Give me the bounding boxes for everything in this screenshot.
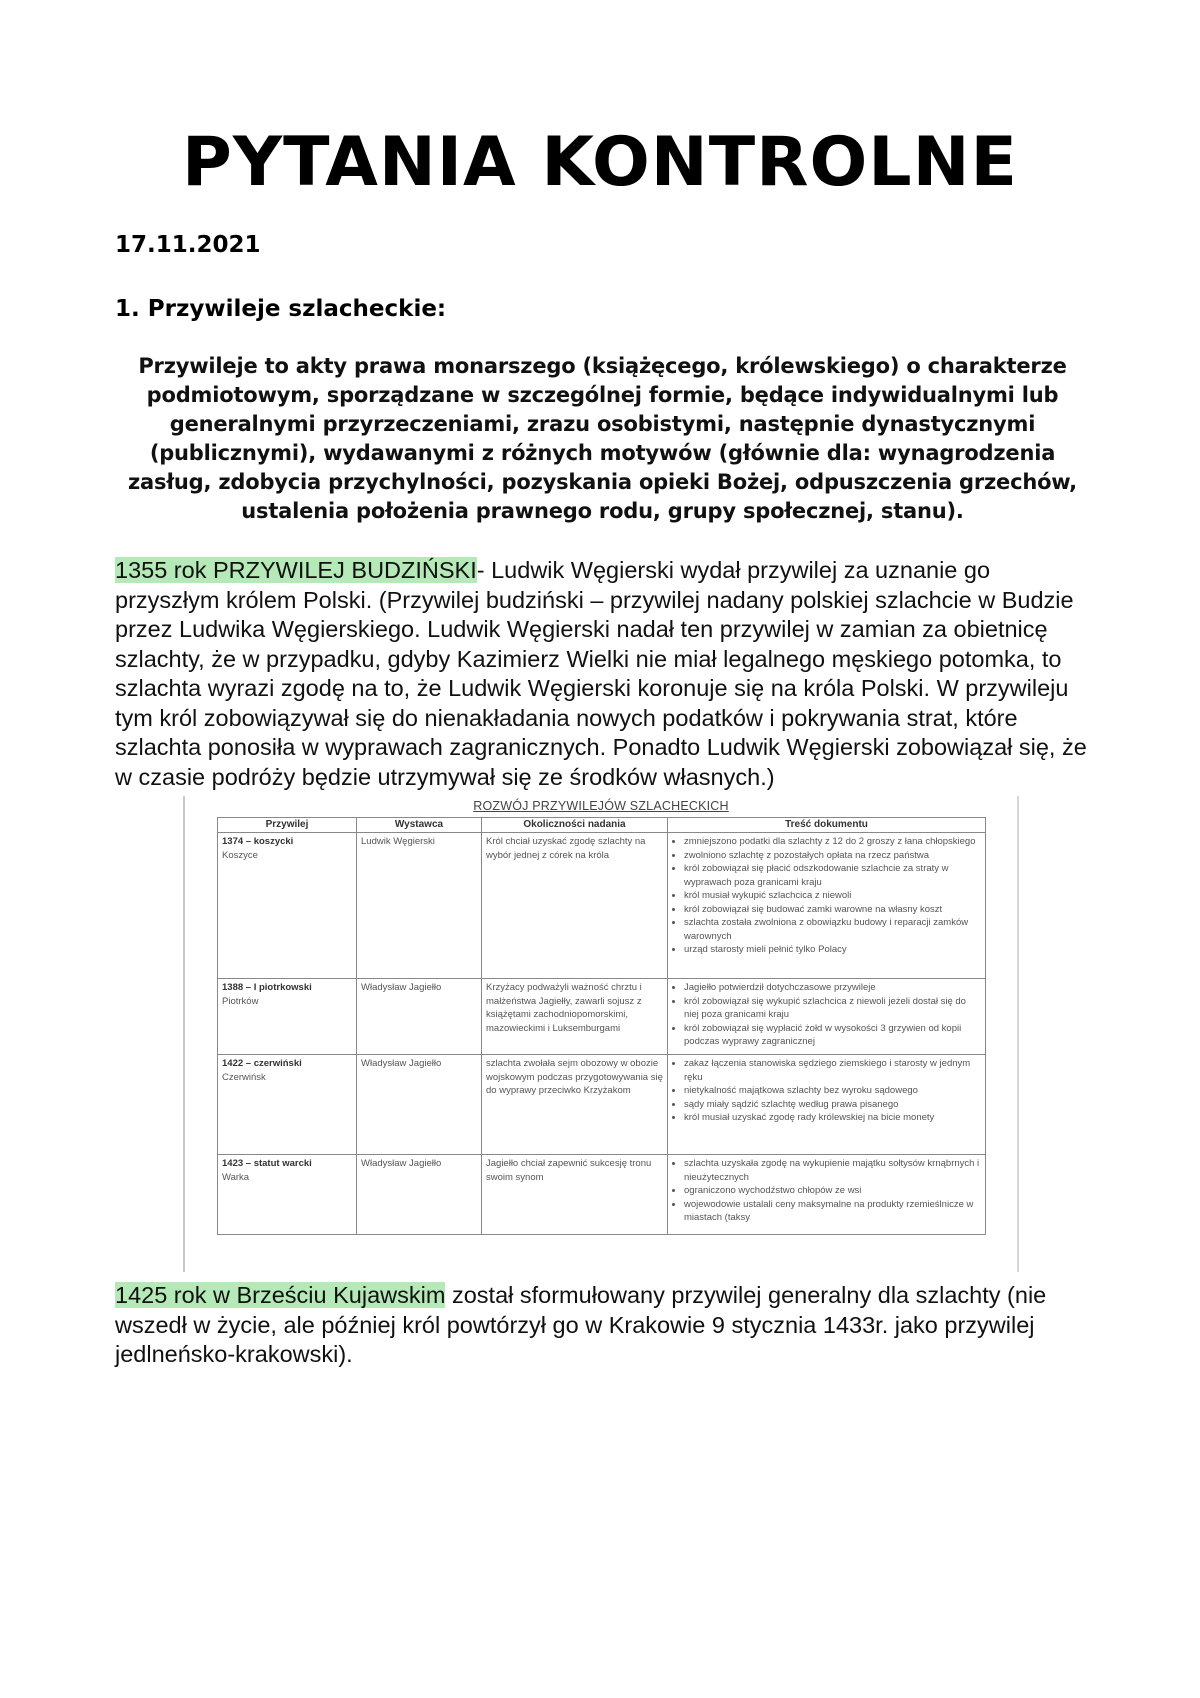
content-item: • ograniczono wychodźstwo chłopów ze wsi: [684, 1184, 981, 1198]
content-item: • król zobowiązał się płacić odszkodowanie szlachcie za straty w wyprawach poza granicami kraju: [684, 862, 981, 889]
privilege-place: Koszyce: [222, 849, 258, 861]
content-item: • król musiał wykupić szlachcica z niewoli: [684, 889, 981, 903]
content-item: • król zobowiązał się budować zamki warowne na własny koszt: [684, 903, 981, 917]
content-item: • sądy miały sądzić szlachtę według prawa pisanego: [684, 1098, 981, 1112]
paragraph-brzesc-text: został sformułowany przywilej generalny dla szlachty (nie wszedł w życie, ale później król powtórzył go w Krakowie 9 stycznia 1433r. jako przywilej jedlneńsko-krakowski).: [115, 1282, 1047, 1367]
table-header-row: [218, 818, 986, 833]
definition-paragraph: Przywileje to akty prawa monarszego (książęcego, królewskiego) o charakterze podmiotowym, sporządzane w szczególnej formie, będące indywidualnymi lub generalnymi przyrzeczeniami, zrazu osobistymi, następnie dynastycznymi (publicznymi), wydawanymi z różnych motywów (głównie dla: wynagrodzenia zasług, zdobycia przychylności, pozyskania opieki Bożej, odpuszczenia grzechów, ustalenia położenia prawnego rodu, grupy społecznej, stanu).: [128, 354, 1077, 523]
section-heading: 1. Przywileje szlacheckie:: [115, 296, 447, 322]
content-list: [672, 1057, 981, 1125]
circumstances-cell: Król chciał uzyskać zgodę szlachty na wybór jednej z córek na króla: [482, 833, 668, 979]
document-date: 17.11.2021: [115, 232, 261, 258]
table-header-cell: Okoliczności nadania: [482, 818, 668, 833]
content-item: • Jagiełło potwierdził dotychczasowe przywileje: [684, 981, 981, 995]
content-item: • zmniejszono podatki dla szlachty z 12 do 2 groszy z łana chłopskiego: [684, 835, 981, 849]
table-row: [218, 979, 986, 1055]
content-item: • wojewodowie ustalali ceny maksymalne na produkty rzemieślnicze w miastach (taksy: [684, 1198, 981, 1225]
privilege-name: 1423 – statut warcki: [222, 1158, 312, 1169]
table-header-cell: Wystawca: [357, 818, 482, 833]
privilege-name: 1374 – koszycki: [222, 836, 294, 847]
content-cell: [668, 979, 986, 1055]
privilege-cell: [218, 1155, 357, 1235]
issuer-cell: Władysław Jagiełło: [357, 1055, 482, 1155]
content-item: • zakaz łączenia stanowiska sędziego ziemskiego i starosty w jednym ręku: [684, 1057, 981, 1084]
privilege-place: Piotrków: [222, 995, 259, 1007]
issuer-cell: Ludwik Węgierski: [357, 833, 482, 979]
paragraph-brzesc: [115, 1281, 1100, 1370]
content-item: • szlachta uzyskała zgodę na wykupienie majątku sołtysów krnąbrnych i nieużytecznych: [684, 1157, 981, 1184]
content-item: • zwolniono szlachtę z pozostałych opłata na rzecz państwa: [684, 849, 981, 863]
content-cell: [668, 1055, 986, 1155]
content-item: • nietykalność majątkowa szlachty bez wyroku sądowego: [684, 1084, 981, 1098]
paragraph-budzinski-text: - Ludwik Węgierski wydał przywilej za uznanie go przyszłym królem Polski. (Przywilej budziński – przywilej nadany polskiej szlachcie w Budzie przez Ludwika Węgierskiego. Ludwik Węgierski nadał ten przywilej w zamian za obietnicę szlachty, że w przypadku, gdyby Kazimierz Wielki nie miał legalnego męskiego potomka, to szlachta wyrazi zgodę na to, że Ludwik Węgierski koronuje się na króla Polski. W przywileju tym król zobowiązywał się do nienakładania nowych podatków i pokrywania strat, które szlachta ponosiła w wyprawach zagranicznych. Ponadto Ludwik Węgierski zobowiązał się, że w czasie podróży będzie utrzymywał się ze środków własnych.): [115, 557, 1087, 790]
highlight-budzinski: 1355 rok PRZYWILEJ BUDZIŃSKI: [115, 557, 477, 583]
issuer-cell: Władysław Jagiełło: [357, 1155, 482, 1235]
content-list: [672, 1157, 981, 1225]
table-row: [218, 1055, 986, 1155]
privilege-cell: [218, 979, 357, 1055]
content-cell: [668, 1155, 986, 1235]
table-body: [218, 833, 986, 1235]
content-item: • król musiał uzyskać zgodę rady królewskiej na bicie monety: [684, 1111, 981, 1125]
content-item: • król zobowiązał się wypłacić żołd w wysokości 3 grzywien od kopii podczas wyprawy zagranicznej: [684, 1022, 981, 1049]
privilege-place: Warka: [222, 1171, 250, 1183]
circumstances-cell: szlachta zwołała sejm obozowy w obozie wojskowym podczas przygotowywania się do wyprawy przeciwko Krzyżakom: [482, 1055, 668, 1155]
table-row: [218, 1155, 986, 1235]
paragraph-budzinski: [115, 556, 1100, 792]
table-caption: ROZWÓJ PRZYWILEJÓW SZLACHECKICH: [473, 799, 729, 813]
privilege-place: Czerwińsk: [222, 1071, 266, 1083]
privilege-cell: [218, 833, 357, 979]
content-item: • król zobowiązał się wykupić szlachcica z niewoli jeżeli dostał się do niej poza granicami kraju: [684, 995, 981, 1022]
circumstances-cell: Jagiełło chciał zapewnić sukcesję tronu swoim synom: [482, 1155, 668, 1235]
table-header-cell: Przywilej: [218, 818, 357, 833]
content-item: • szlachta została zwolniona z obowiązku budowy i reparacji zamków warownych: [684, 916, 981, 943]
table-row: [218, 833, 986, 979]
content-list: [672, 835, 981, 957]
highlight-brzesc: 1425 rok w Brześciu Kujawskim: [115, 1282, 446, 1308]
privilege-name: 1422 – czerwiński: [222, 1058, 302, 1069]
content-item: • urząd starosty mieli pełnić tylko Polacy: [684, 943, 981, 957]
privilege-name: 1388 – I piotrkowski: [222, 982, 312, 993]
table-header-cell: Treść dokumentu: [668, 818, 986, 833]
privileges-table-image: [183, 796, 1019, 1272]
content-cell: [668, 833, 986, 979]
page-title: PYTANIA KONTROLNE: [182, 123, 1018, 202]
privileges-table: [217, 817, 986, 1235]
issuer-cell: Władysław Jagiełło: [357, 979, 482, 1055]
privilege-cell: [218, 1055, 357, 1155]
circumstances-cell: Krzyżacy podważyli ważność chrztu i małżeństwa Jagiełły, zawarli sojusz z książętami zachodniopomorskimi, mazowieckimi i Luksemburgami: [482, 979, 668, 1055]
content-list: [672, 981, 981, 1049]
